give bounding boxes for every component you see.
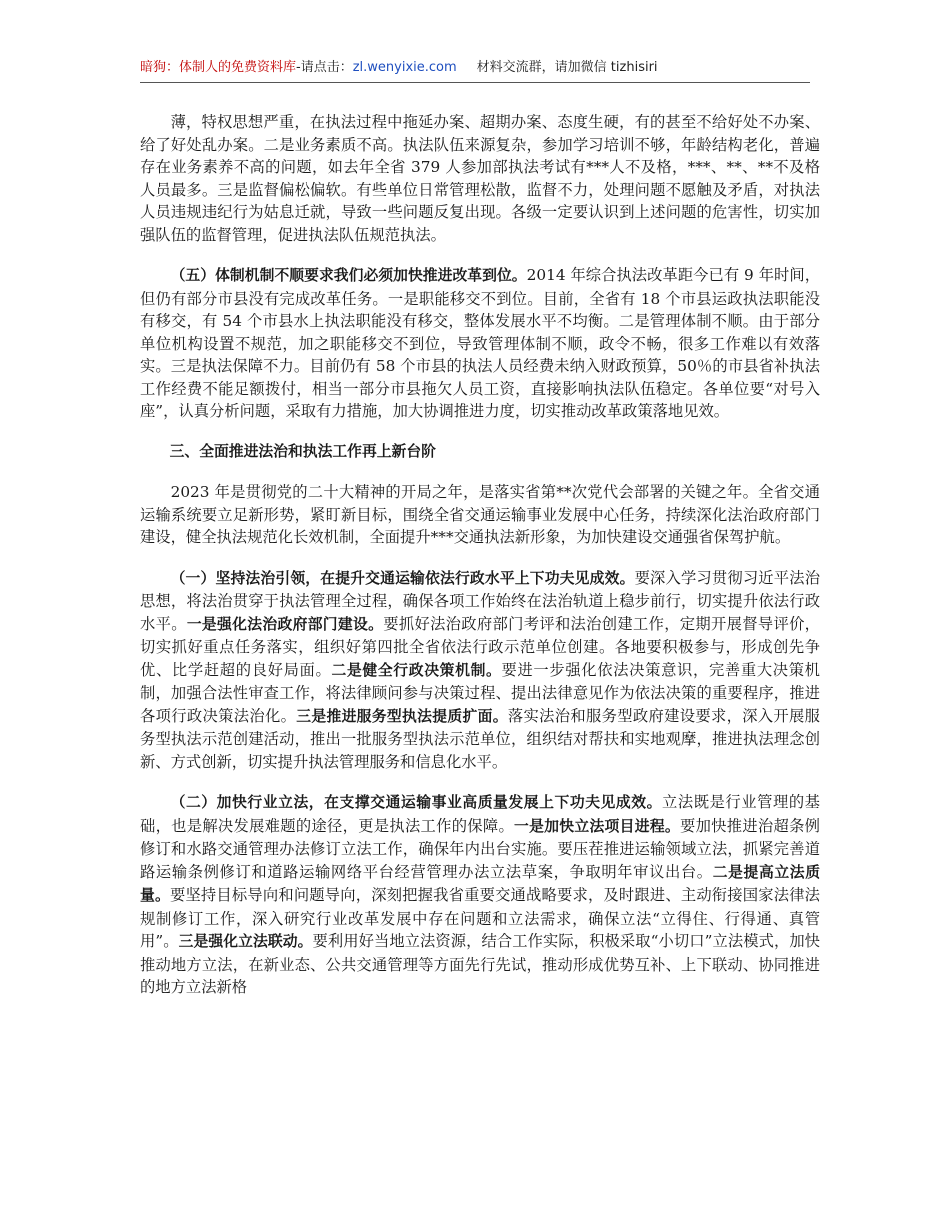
paragraph-5-text-4: 要利用好当地立法资源，结合工作实际，积极采取“小切口”立法模式，加快推动地方立法，在新业态、公共交通管理等方面先行先试，推动形成优势互补、上下联动、协同推进的地方立法新格 — [140, 932, 820, 996]
paragraph-4-heading: （一）坚持法治引领，在提升交通运输依法行政水平上下功夫见成效。 — [170, 569, 635, 587]
paragraph-4-text-1: 要深入学习贯彻习近平法治思想，将法治贯穿于执法管理全过程，确保各项工作始终在法治轨道上稳步前行，切实提升依法行政水平。 — [140, 568, 820, 633]
paragraph-4-point-3: 三是推进服务型执法提质扩面。 — [296, 707, 508, 725]
paragraph-4-text-3: 要进一步强化依法决策意识，完善重大决策机制，加强合法性审查工作，将法律顾问参与决策过程、提出法律意见作为依法决策的重要程序，推进各项行政决策法治化。 — [140, 660, 820, 725]
paragraph-5-heading: （二）加快行业立法，在支撑交通运输事业高质量发展上下功夫见成效。 — [170, 794, 662, 811]
paragraph-5-point-3: 三是强化立法联动。 — [178, 933, 313, 950]
paragraph-5-text-3: 要坚持目标导向和问题导向，深刻把握我省重要交通战略要求，及时跟进、主动衔接国家法律法规制修订工作，深入研究行业改革发展中存在问题和立法需求，确保立法“立得住、行得通、真管用”。 — [140, 886, 820, 950]
paragraph-3 — [140, 481, 820, 549]
header-site-name[interactable]: 暗狗：体制人的免费资料库 — [140, 60, 297, 75]
paragraph-4-point-1: 一是强化法治政府部门建设。 — [186, 615, 384, 633]
page-header — [140, 56, 810, 83]
paragraph-1 — [140, 111, 820, 246]
paragraph-3-text: 2023 年是贯彻党的二十大精神的开局之年，是落实省第**次党代会部署的关键之年。全省交通运输系统要立足新形势，紧盯新目标，围绕全省交通运输事业发展中心任务，持续深化法治政府部门建设，健全执法规范化长效机制，全面提升***交通执法新形象，为加快建设交通强省保驾护航。 — [140, 483, 820, 546]
paragraph-4-point-2: 二是健全行政决策机制。 — [331, 661, 502, 679]
section-heading: 三、全面推进法治和执法工作再上新台阶 — [169, 442, 436, 460]
paragraph-4-text-4: 落实法治和服务型政府建设要求，深入开展服务型执法示范创建活动，推出一批服务型执法示范单位，组织结对帮扶和实地观摩，推进执法理念创新、方式创新，切实提升执法管理服务和信息化水平。 — [140, 706, 820, 771]
paragraph-5-point-2: 二是提高立法质量。 — [140, 863, 820, 904]
header-contact-text: 材料交流群，请加微信 tizhisiri — [476, 60, 658, 75]
paragraph-5 — [140, 791, 820, 999]
header-click-prompt: -请点击： — [296, 60, 353, 75]
paragraph-4 — [140, 567, 820, 774]
paragraph-2-heading: （五）体制机制不顺要求我们必须加快推进改革到位。 — [170, 267, 527, 284]
paragraph-5-point-1: 一是加快立法项目进程。 — [514, 817, 680, 835]
paragraph-2-text: 2014 年综合执法改革距今已有 9 年时间，但仍有部分市县没有完成改革任务。一是职能移交不到位。目前，全省有 18 个市县运政执法职能没有移交，有 54 个市县水上执法职能没有移交，整体发展水平不均衡。二是管理体制不顺。由于部分单位机构设置不规范，加之职能移交不到位，导致管理体制不顺，政令不畅，很多工作难以有效落实。三是执法保障不力。目前仍有 58 个市县的执法人员经费未纳入财政预算，50％的市县省补执法工作经费不能足额拨付，相当一部分市县拖欠人员工资，直接影响执法队伍稳定。各单位要“对号入座”，认真分析问题，采取有力措施，加大协调推进力度，切实推动改革政策落地见效。 — [140, 266, 820, 420]
paragraph-4-text-2: 要抓好法治政府部门考评和法治创建工作，定期开展督导评价，切实抓好重点任务落实，组织好第四批全省依法行政示范单位创建。各地要积极参与，形成创先争优、比学赶超的良好局面。 — [140, 614, 820, 679]
document-body — [140, 111, 820, 1017]
paragraph-2 — [140, 264, 820, 423]
paragraph-5-text-1: 立法既是行业管理的基础，也是解决发展难题的途径，更是执法工作的保障。 — [140, 793, 820, 835]
paragraph-1-text: 薄，特权思想严重，在执法过程中拖延办案、超期办案、态度生硬，有的甚至不给好处不办案、给了好处乱办案。二是业务素质不高。执法队伍来源复杂，参加学习培训不够，年龄结构老化，普遍存在业务素养不高的问题，如去年全省 379 人参加部执法考试有***人不及格，***、**、**不及格人员最多。三是监督偏松偏软。有些单位日常管理松散，监督不力，处理问题不愿触及矛盾，对执法人员违规违纪行为姑息迁就，导致一些问题反复出现。各级一定要认识到上述问题的危害性，切实加强队伍的监督管理，促进执法队伍规范执法。 — [140, 113, 820, 244]
paragraph-5-text-2: 要加快推进治超条例修订和水路交通管理办法修订立法工作，确保年内出台实施。要压茬推进运输领域立法，抓紧完善道路运输条例修订和道路运输网络平台经营管理办法立法草案，争取明年审议出台。 — [140, 816, 820, 881]
header-url-link[interactable]: zl.wenyixie.com — [352, 60, 457, 75]
